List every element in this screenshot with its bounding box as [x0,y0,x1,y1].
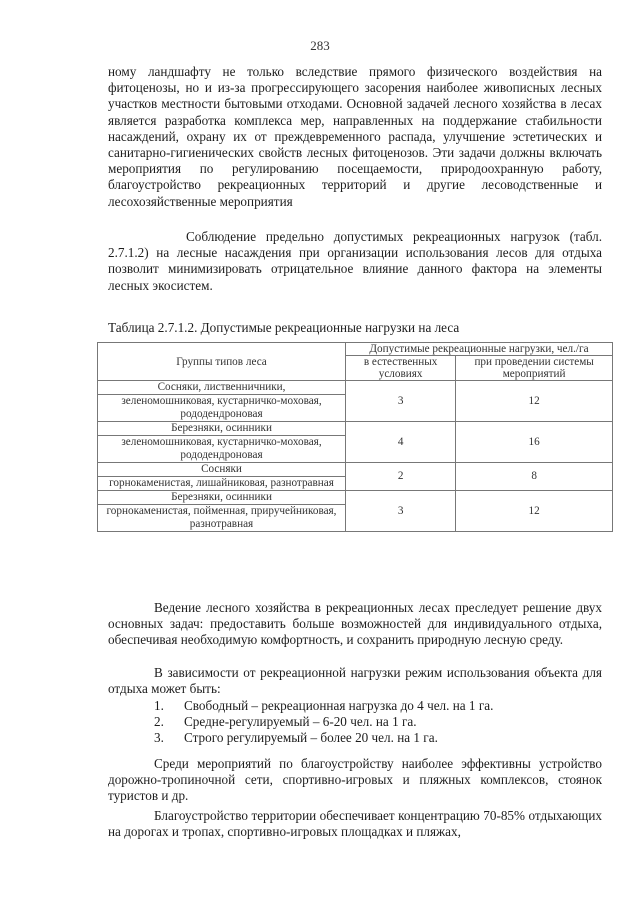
cell-natural: 2 [346,463,456,491]
table-row [98,422,613,436]
list-item [154,698,602,714]
table-header-row [98,343,613,356]
row-title: Березняки, осинники [98,491,346,505]
row-title: Сосняки, лиственничники, [98,381,346,395]
list-item-number: 3. [154,730,164,746]
table-row [98,463,613,477]
list-item-number: 1. [154,698,164,713]
cell-measures: 8 [456,463,613,491]
list-item-text: Средне-регулируемый – 6-20 чел. на 1 га. [184,714,417,730]
paragraph-loads: Соблюдение предельно допустимых рекреационных нагрузок (табл. 2.7.1.2) на лесные насаждения при организации использования лесов для отдыха позволит минимизировать отрицательное влияние данного фактора на элементы лесных экосистем. [108,229,602,293]
table-caption: Таблица 2.7.1.2. Допустимые рекреационные нагрузки на леса [108,320,460,335]
table-row [98,491,613,505]
row-subtitle: зеленомошниковая, кустарничко-моховая, рододендроновая [98,436,346,463]
paragraph-intro: ному ландшафту не только вследствие прямого физического воздействия на фитоценозы, но и из-за прогрессирующего засорения наиболее живописных лесных участков местности бытовыми отходами. Основной задачей лесного хозяйства в лесах является разработка комплекса мер, направленных на поддержание стабильности насаждений, охрану их от преждевременного распада, улучшение эстетических и санитарно-гигиенических свойств лесных фитоценозов. Эти задачи должны включать мероприятия по регулированию посещаемости, природоохранную работу, благоустройство рекреационных территорий и другие лесоводственные и лесохозяйственные мероприятия [108,64,602,209]
paragraph-tasks: Ведение лесного хозяйства в рекреационных лесах преследует решение двух основных задач: предоставить больше возможностей для индивидуального отдыха, обеспечивая необходимую комфортность, и сохранить природную лесную среду. [108,600,602,648]
list-item-number: 2. [154,714,164,730]
list-item-text: Свободный – рекреационная нагрузка до 4 чел. на 1 га. [184,698,494,713]
header-allowed-loads: Допустимые рекреационные нагрузки, чел./га [346,343,613,356]
list-item [154,730,602,746]
cell-natural: 3 [346,491,456,532]
row-subtitle: горнокаменистая, лишайниковая, разнотравная [98,477,346,491]
paragraph-concentration: Благоустройство территории обеспечивает концентрацию 70-85% отдыхающих на дорогах и тропах, спортивно-игровых площадках и пляжах, [108,808,602,840]
list-item [154,714,602,730]
row-title: Сосняки [98,463,346,477]
paragraph-modes-intro: В зависимости от рекреационной нагрузки режим использования объекта для отдыха может быть: [108,665,602,697]
modes-list [108,698,602,747]
row-subtitle: зеленомошниковая, кустарничко-моховая, рододендроновая [98,395,346,422]
cell-natural: 3 [346,381,456,422]
header-natural-conditions: в естественных условиях [346,356,456,381]
cell-measures: 12 [456,381,613,422]
paragraph-improvement: Среди мероприятий по благоустройству наиболее эффективны устройство дорожно-тропиночной сети, спортивно-игровых и пляжных комплексов, стоянок туристов и др. [108,756,602,804]
header-forest-groups: Группы типов леса [98,343,346,381]
cell-natural: 4 [346,422,456,463]
recreational-loads-table [97,342,613,532]
header-with-measures: при проведении системы мероприятий [456,356,613,381]
list-item-text: Строго регулируемый – более 20 чел. на 1 га. [184,730,438,746]
table-row [98,381,613,395]
page-number: 283 [310,38,330,53]
row-title: Березняки, осинники [98,422,346,436]
row-subtitle: горнокаменистая, пойменная, приручейниковая, разнотравная [98,505,346,532]
cell-measures: 16 [456,422,613,463]
cell-measures: 12 [456,491,613,532]
